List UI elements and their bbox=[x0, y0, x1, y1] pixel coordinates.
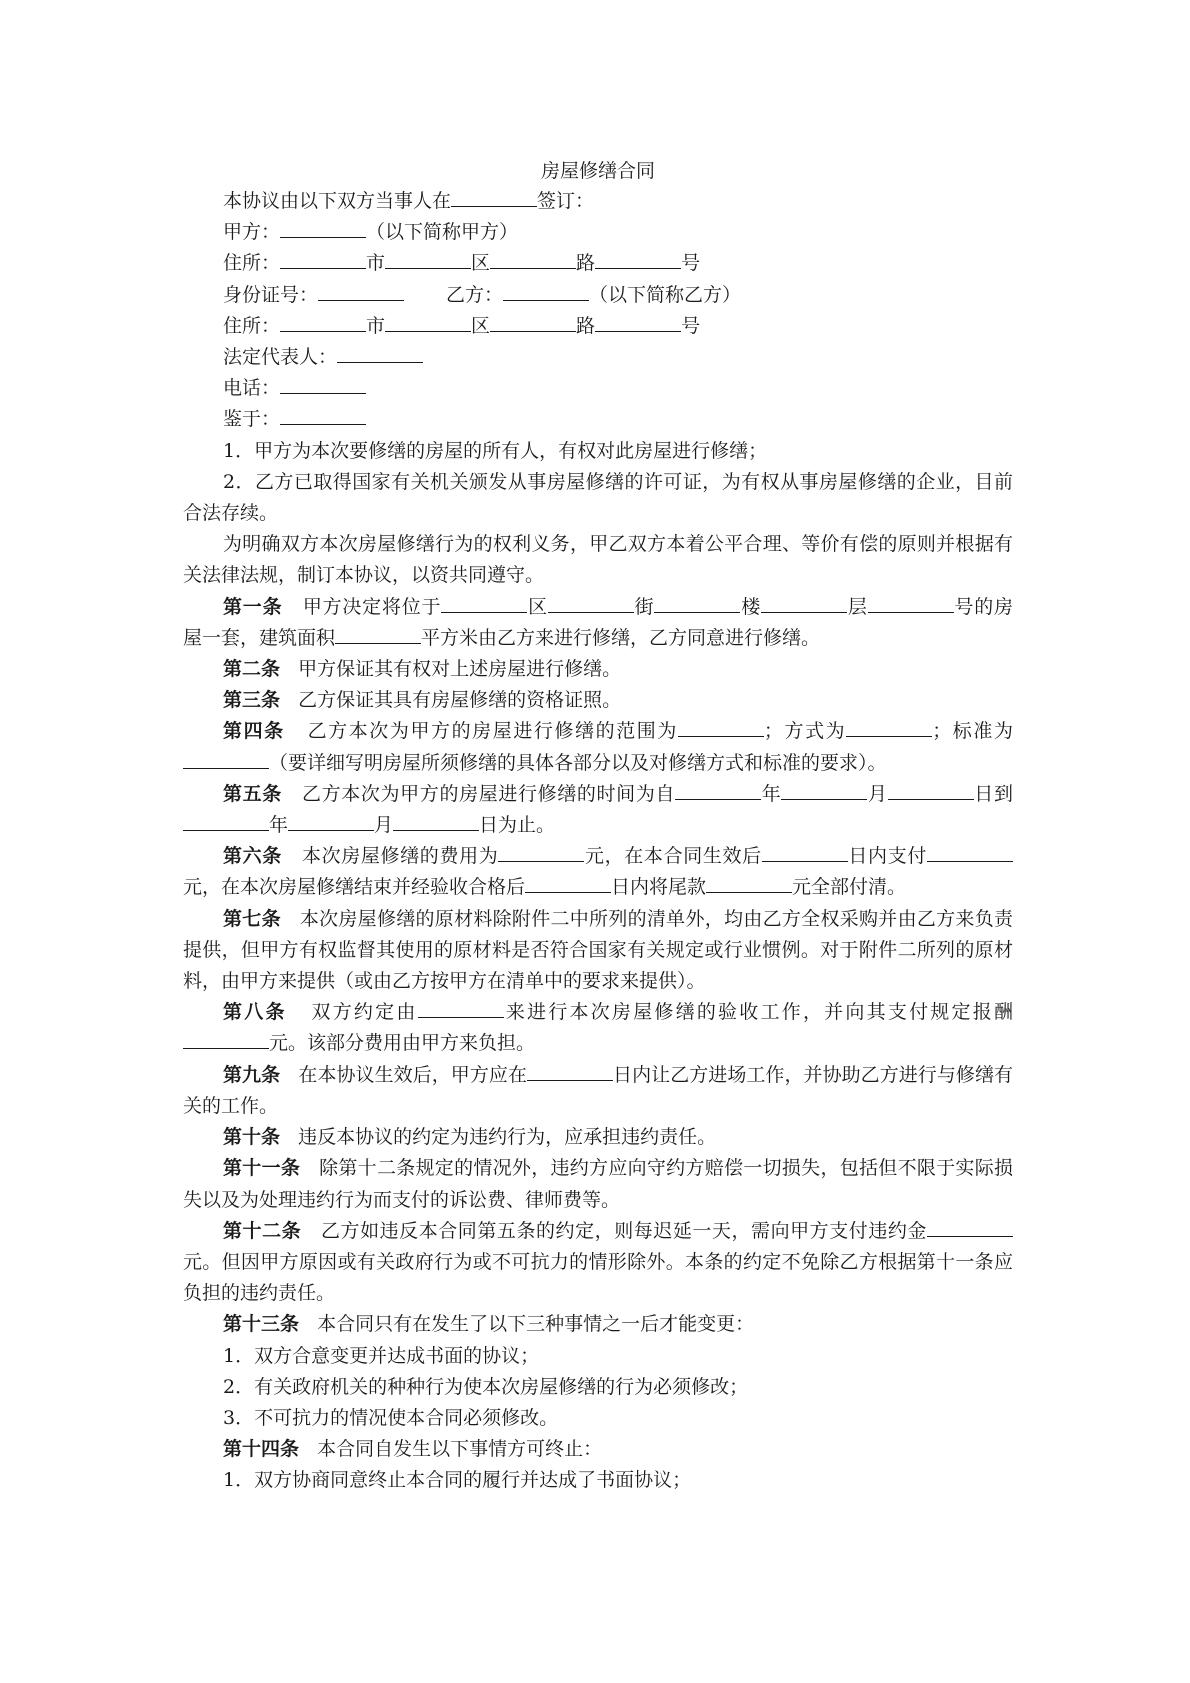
whereas-line: 鉴于： bbox=[183, 404, 1013, 435]
purpose-paragraph: 为明确双方本次房屋修缮行为的权利义务，甲乙双方本着公平合理、等价有偿的原则并根据有关法律法规，制订本协议，以资共同遵守。 bbox=[183, 533, 1013, 587]
article-7: 第七条 本次房屋修缮的原材料除附件二中所列的清单外，均由乙方全权采购并由乙方来负责提供，但甲方有权监督其使用的原材料是否符合国家有关规定或行业惯例。对于附件二所列的原材料，由甲方来提供（或由乙方按甲方在清单中的要求来提供）。 bbox=[183, 907, 1013, 993]
article-12: 第十二条 乙方如违反本合同第五条的约定，则每迟延一天，需向甲方支付违约金元。但因甲方原因或有关政府行为或不可抗力的情形除外。本条的约定不免除乙方根据第十一条应负担的违约责任。 bbox=[183, 1216, 1013, 1310]
article-13-item-1: 1．双方合意变更并达成书面的协议； bbox=[223, 1344, 540, 1367]
blank-party-a bbox=[280, 218, 366, 238]
article-10: 第十条 违反本协议的约定为违约行为，应承担违约责任。 bbox=[223, 1126, 717, 1149]
article-9: 第九条 在本协议生效后，甲方应在 日内让乙方进场工作，并协助乙方进行与修缮有关的工作。 bbox=[183, 1060, 1013, 1122]
article-13: 第十三条 本合同只有在发生了以下三种事情之一后才能变更： bbox=[223, 1313, 755, 1336]
article-2: 第二条 甲方保证其有权对上述房屋进行修缮。 bbox=[223, 658, 622, 681]
intro-line: 本协议由以下双方当事人在 签订： bbox=[183, 186, 1013, 217]
article-13-item-2: 2．有关政府机关的种种行为使本次房屋修缮的行为必须修改； bbox=[223, 1375, 749, 1398]
phone-line: 电话： bbox=[183, 373, 1013, 404]
whereas-item-1: 1．甲方为本次要修缮的房屋的所有人，有权对此房屋进行修缮； bbox=[223, 439, 768, 462]
article-14-item-1: 1．双方协商同意终止本合同的履行并达成了书面协议； bbox=[223, 1469, 692, 1492]
article-13-item-3: 3．不可抗力的情况使本合同必须修改。 bbox=[223, 1406, 559, 1429]
article-4: 第四条 乙方本次为甲方的房屋进行修缮的范围为 ；方式为 ；标准为（要详细写明房屋所须修缮的具体各部分以及对修缮方式和标准的要求）。 bbox=[183, 716, 1013, 778]
article-5: 第五条 乙方本次为甲方的房屋进行修缮的时间为自 年 月 日到年 月 日为止。 bbox=[183, 779, 1013, 841]
party-a-address: 住所： 市 区 路 号 bbox=[183, 248, 1013, 279]
id-and-party-b-line: 身份证号： 乙方： （以下简称乙方） bbox=[183, 280, 1013, 311]
article-8: 第八条 双方约定由 来进行本次房屋修缮的验收工作，并向其支付规定报酬元。该部分费用由甲方来负担。 bbox=[183, 997, 1013, 1059]
blank-sign-place bbox=[451, 187, 537, 207]
article-1: 第一条 甲方决定将位于 区 街 楼 层 号的房屋一套，建筑面积 平方米由乙方来进行修缮，乙方同意进行修缮。 bbox=[183, 592, 1013, 654]
party-a-line: 甲方： （以下简称甲方） bbox=[183, 217, 1013, 248]
article-3: 第三条 乙方保证其具有房屋修缮的资格证照。 bbox=[223, 689, 622, 712]
whereas-item-2: 2．乙方已取得国家有关机关颁发从事房屋修缮的许可证，为有权从事房屋修缮的企业，目前合法存续。 bbox=[183, 470, 1013, 525]
party-b-address: 住所： 市 区 路 号 bbox=[183, 311, 1013, 342]
legal-rep-line: 法定代表人： bbox=[183, 342, 1013, 373]
article-14: 第十四条 本合同自发生以下事情方可终止： bbox=[223, 1438, 603, 1461]
contract-page bbox=[183, 156, 1013, 1497]
page-title: 房屋修缮合同 bbox=[540, 160, 655, 182]
article-11: 第十一条 除第十二条规定的情况外，违约方应向守约方赔偿一切损失，包括但不限于实际损失以及为处理违约行为而支付的诉讼费、律师费等。 bbox=[183, 1157, 1013, 1211]
article-6: 第六条 本次房屋修缮的费用为 元，在本合同生效后 日内支付元，在本次房屋修缮结束并经验收合格后 日内将尾款 元全部付清。 bbox=[183, 841, 1013, 903]
